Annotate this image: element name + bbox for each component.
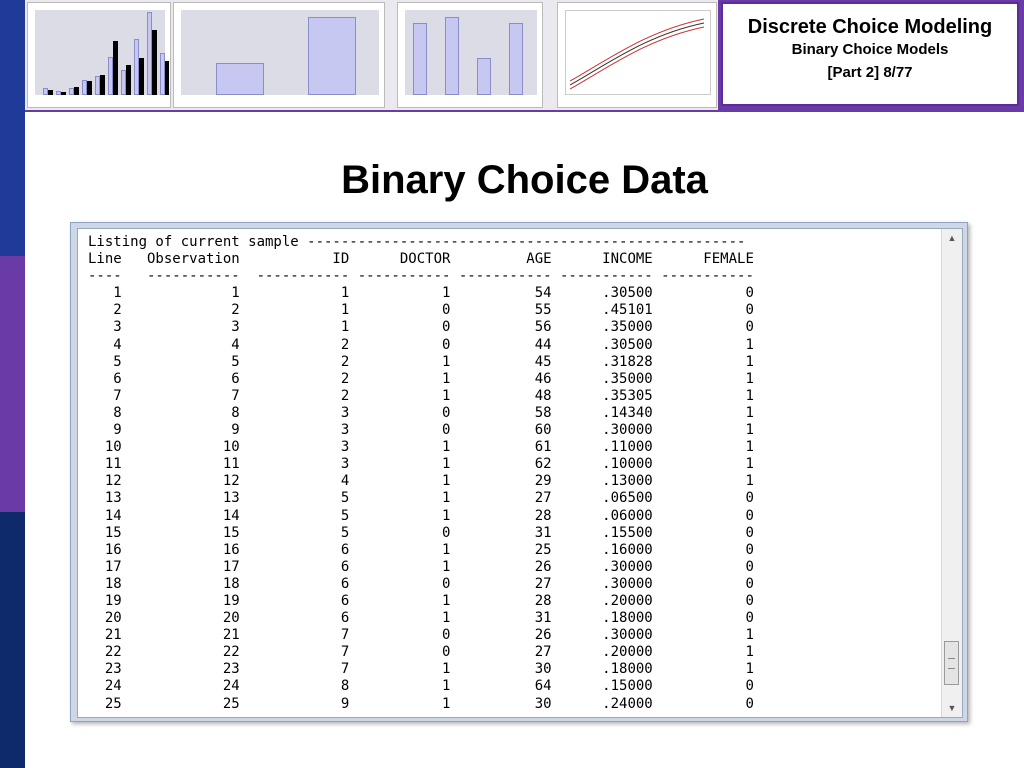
curve-icon bbox=[566, 11, 708, 95]
listing-row: 11 11 3 1 62 .10000 1 bbox=[104, 456, 754, 473]
listing-row: 25 25 9 1 30 .24000 0 bbox=[104, 695, 754, 712]
listing-row: 7 7 2 1 48 .35305 1 bbox=[113, 387, 754, 404]
chart-thumbnail-strip bbox=[25, 0, 718, 110]
header-banner bbox=[25, 0, 1024, 112]
listing-row: 20 20 6 1 31 .18000 0 bbox=[104, 610, 754, 627]
left-accent-bar-middle bbox=[0, 256, 25, 512]
course-title: Discrete Choice Modeling bbox=[747, 16, 993, 38]
listing-row: 10 10 3 1 61 .11000 1 bbox=[104, 439, 754, 456]
course-title-box bbox=[721, 2, 1019, 106]
course-subtitle: Binary Choice Models bbox=[791, 41, 949, 58]
listing-row: 23 23 7 1 30 .18000 1 bbox=[104, 661, 754, 678]
sample-listing bbox=[88, 234, 754, 713]
output-window bbox=[70, 222, 968, 722]
scroll-down-arrow-icon[interactable]: ▼ bbox=[947, 703, 957, 713]
bar-chart-thumbnail bbox=[173, 2, 385, 108]
listing-row: 24 24 8 1 64 .15000 0 bbox=[104, 678, 754, 695]
listing-row: 2 2 1 0 55 .45101 0 bbox=[113, 302, 754, 319]
listing-header: Listing of current sample ---------------------------------------------------- bbox=[88, 234, 746, 250]
output-pane[interactable] bbox=[77, 228, 963, 718]
slide-counter: [Part 2] 8/77 bbox=[827, 64, 913, 81]
listing-divider: ---- ----------- ----------- ----------- ----------- ----------- ----------- bbox=[88, 268, 754, 285]
listing-column-headers: Line Observation ID DOCTOR AGE INCOME FEMALE bbox=[88, 251, 754, 268]
histogram-thumbnail bbox=[27, 2, 171, 108]
listing-row: 22 22 7 0 27 .20000 1 bbox=[104, 644, 754, 661]
slide-title: Binary Choice Data bbox=[341, 158, 708, 202]
listing-row: 19 19 6 1 28 .20000 0 bbox=[104, 592, 754, 609]
partial-effects-line-thumbnail bbox=[557, 2, 717, 108]
listing-row: 16 16 6 1 25 .16000 0 bbox=[104, 541, 754, 558]
listing-row: 14 14 5 1 28 .06000 0 bbox=[104, 507, 754, 524]
listing-row: 12 12 4 1 29 .13000 1 bbox=[104, 473, 754, 490]
scrollbar-thumb[interactable] bbox=[944, 641, 959, 685]
listing-row: 21 21 7 0 26 .30000 1 bbox=[104, 627, 754, 644]
listing-row: 3 3 1 0 56 .35000 0 bbox=[113, 319, 754, 336]
listing-row: 15 15 5 0 31 .15500 0 bbox=[104, 524, 754, 541]
listing-row: 8 8 3 0 58 .14340 1 bbox=[113, 404, 754, 421]
listing-row: 4 4 2 0 44 .30500 1 bbox=[113, 336, 754, 353]
listing-row: 6 6 2 1 46 .35000 1 bbox=[113, 370, 754, 387]
listing-row: 1 1 1 1 54 .30500 0 bbox=[113, 285, 754, 302]
scroll-up-arrow-icon[interactable]: ▲ bbox=[947, 233, 957, 243]
listing-row: 5 5 2 1 45 .31828 1 bbox=[113, 353, 754, 370]
listing-row: 9 9 3 0 60 .30000 1 bbox=[113, 422, 754, 439]
listing-row: 17 17 6 1 26 .30000 0 bbox=[104, 558, 754, 575]
column-chart-thumbnail bbox=[397, 2, 543, 108]
left-accent-bar-top bbox=[0, 0, 25, 256]
vertical-scrollbar[interactable] bbox=[941, 229, 962, 717]
left-accent-bar-bottom bbox=[0, 512, 25, 768]
listing-row: 18 18 6 0 27 .30000 0 bbox=[104, 575, 754, 592]
listing-row: 13 13 5 1 27 .06500 0 bbox=[104, 490, 754, 507]
